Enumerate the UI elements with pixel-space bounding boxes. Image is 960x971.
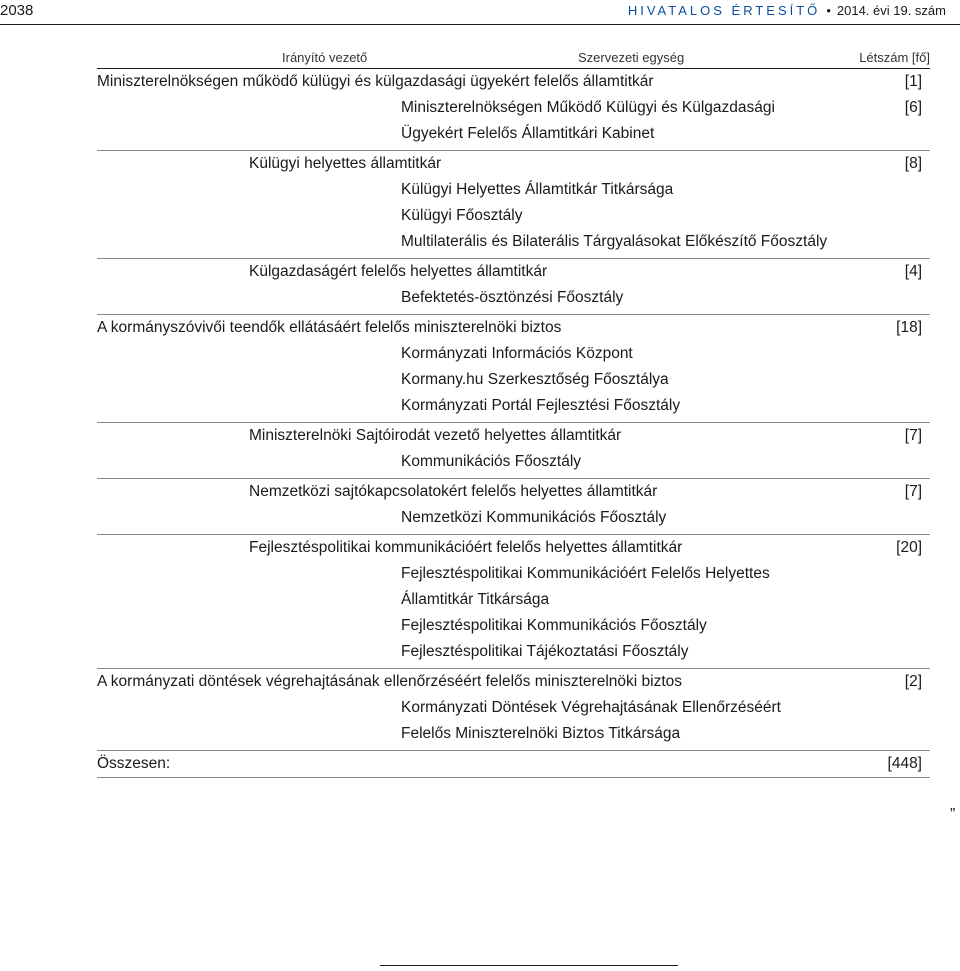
total-label: Összesen: [97,755,171,772]
unit-name: Fejlesztéspolitikai Kommunikációs Főosztály [401,617,707,634]
unit-name: Fejlesztéspolitikai Tájékoztatási Főosztály [401,643,689,660]
headcount: [20] [896,539,922,556]
unit-name: Nemzetközi Kommunikációs Főosztály [401,509,667,526]
page-header [0,0,960,25]
deputy-row [97,423,930,449]
unit-name: Multilaterális és Bilaterális Tárgyalásokat Előkészítő Főosztály [401,233,828,250]
headcount: [7] [904,483,922,500]
unit-name: Fejlesztéspolitikai Kommunikációért Felelős Helyettes [401,565,770,582]
unit-name: Miniszterelnökségen Működő Külügyi és Külgazdasági [401,99,775,116]
headcount: [18] [896,319,922,336]
closing-quote-mark: ” [950,806,956,823]
bullet-separator: • [826,3,831,18]
org-table [97,46,930,778]
total-headcount: [448] [887,755,922,772]
table-header [97,46,930,68]
column-header-unit: Szervezeti egység [578,50,685,65]
unit-name: Államtitkár Titkársága [401,591,550,608]
page-number: 2038 [0,2,34,19]
leader-title: Miniszterelnökségen működő külügyi és külgazdasági ügyekért felelős államtitkár [97,73,654,90]
unit-list [97,505,930,531]
journal-name: HIVATALOS ÉRTESÍTŐ [627,3,821,18]
unit-name: Felelős Miniszterelnöki Biztos Titkársága [401,725,681,742]
unit-name: Külügyi Helyettes Államtitkár Titkársága [401,181,674,198]
leader-row [97,69,930,95]
leader-title: Fejlesztéspolitikai kommunikációért felelős helyettes államtitkár [249,539,683,556]
leader-title: Külügyi helyettes államtitkár [249,155,442,172]
unit-name: Kommunikációs Főosztály [401,453,582,470]
unit-list [97,285,930,311]
unit-list [97,695,930,747]
unit-name: Külügyi Főosztály [401,207,523,224]
headcount: [7] [904,427,922,444]
total-row [97,751,930,777]
headcount: [2] [904,673,922,690]
headcount: [6] [904,99,922,116]
unit-list [97,177,930,255]
leader-title: A kormányszóvivői teendők ellátásáért felelős miniszterelnöki biztos [97,319,562,336]
issue-number: 2014. évi 19. szám [836,3,946,18]
deputy-row [97,479,930,505]
table-body [97,69,930,778]
column-header-leader: Irányító vezető [282,50,368,65]
deputy-row [97,259,930,285]
unit-name: Kormányzati Döntések Végrehajtásának Ellenőrzéséért [401,699,781,716]
deputy-row [97,535,930,561]
leader-row [97,669,930,695]
leader-row [97,315,930,341]
unit-list [97,561,930,665]
headcount: [8] [904,155,922,172]
leader-title: Nemzetközi sajtókapcsolatokért felelős helyettes államtitkár [249,483,658,500]
unit-name: Kormányzati Portál Fejlesztési Főosztály [401,397,681,414]
unit-list [97,341,930,419]
leader-title: Miniszterelnöki Sajtóirodát vezető helyettes államtitkár [249,427,622,444]
headcount: [1] [904,73,922,90]
footer-rule [380,965,678,966]
unit-name: Kormany.hu Szerkesztőség Főosztálya [401,371,669,388]
journal-title [628,3,946,18]
unit-name: Befektetés-ösztönzési Főosztály [401,289,624,306]
unit-list [97,95,930,147]
leader-title: A kormányzati döntések végrehajtásának ellenőrzéséért felelős miniszterelnöki biztos [97,673,682,690]
leader-title: Külgazdaságért felelős helyettes államtitkár [249,263,548,280]
column-header-headcount: Létszám [fő] [859,50,930,65]
unit-list [97,449,930,475]
deputy-row [97,151,930,177]
table-bottom-rule [97,777,930,778]
unit-name: Ügyekért Felelős Államtitkári Kabinet [401,125,655,142]
unit-name: Kormányzati Információs Központ [401,345,633,362]
headcount: [4] [904,263,922,280]
